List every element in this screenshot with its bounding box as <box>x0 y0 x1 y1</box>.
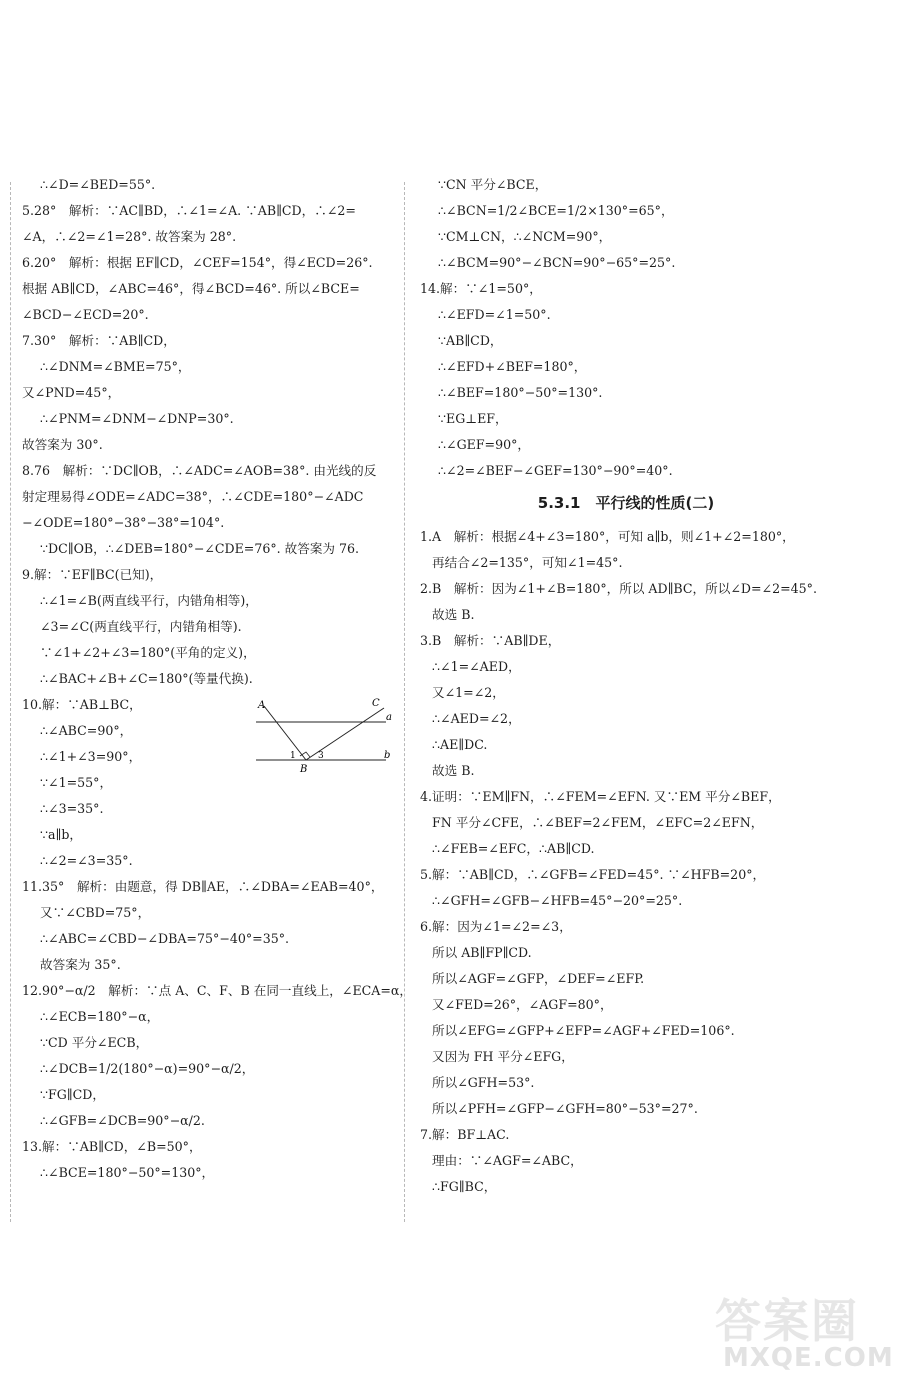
answer-line: ∴∠DCB=1/2(180°−α)=90°−α/2， <box>40 1061 255 1076</box>
answer-line: ∴∠2=∠BEF−∠GEF=130°−90°=40°. <box>438 463 673 478</box>
answer-line: ∴∠GEF=90°， <box>438 437 531 452</box>
left-column <box>22 172 413 1186</box>
label-angle-1: 1 <box>290 751 296 761</box>
answer-line: ∠BCD−∠ECD=20°. <box>22 307 149 322</box>
answer-line: 根据 AB∥CD，∠ABC=46°，得∠BCD=46°. 所以∠BCE= <box>22 281 360 296</box>
answer-line: 所以∠GFH=53°. <box>432 1075 535 1090</box>
answer-line: ∵CD 平分∠ECB， <box>40 1035 149 1050</box>
answer-line: 2.B 解析：因为∠1+∠B=180°，所以 AD∥BC，所以∠D=∠2=45°. <box>420 581 817 596</box>
answer-line: ∴∠EFD=∠1=50°. <box>438 307 551 322</box>
answer-line: ∴∠BEF=180°−50°=130°. <box>438 385 603 400</box>
answer-line: 射定理易得∠ODE=∠ADC=38°，∴∠CDE=180°−∠ADC <box>22 489 364 504</box>
answer-line: 1.A 解析：根据∠4+∠3=180°，可知 a∥b，则∠1+∠2=180°， <box>420 529 795 544</box>
answer-line: 5.28° 解析：∵AC∥BD，∴∠1=∠A. ∵AB∥CD，∴∠2= <box>22 203 356 218</box>
answer-line: ∴∠2=∠3=35°. <box>40 853 133 868</box>
answer-line: ∴∠1+∠3=90°， <box>40 749 142 764</box>
answer-line: ∴∠EFD+∠BEF=180°， <box>438 359 587 374</box>
column-divider <box>404 182 405 1222</box>
answer-line: 所以∠PFH=∠GFP−∠GFH=80°−53°=27°. <box>432 1101 698 1116</box>
answer-line: 4.证明：∵EM∥FN，∴∠FEM=∠EFN. 又∵EM 平分∠BEF， <box>420 789 781 804</box>
answer-line: ∴AE∥DC. <box>432 737 488 752</box>
answer-line: ∵AB∥CD， <box>438 333 503 348</box>
label-line-a: a <box>386 712 392 723</box>
answer-line: 6.解：因为∠1=∠2=∠3， <box>420 919 572 934</box>
answer-line: ∵DC∥OB，∴∠DEB=180°−∠CDE=76°. 故答案为 76. <box>40 541 360 556</box>
answer-line: 9.解：∵EF∥BC(已知)， <box>22 567 163 582</box>
answer-line: ∴∠AED=∠2， <box>432 711 521 726</box>
answer-line: 又∠PND=45°， <box>22 385 121 400</box>
left-margin-rule <box>10 182 11 1222</box>
answer-line: ∴∠GFB=∠DCB=90°−α/2. <box>40 1113 205 1128</box>
answer-line: ∴∠FEB=∠EFC，∴AB∥CD. <box>432 841 595 856</box>
answer-line: ∵EG⊥EF， <box>438 411 508 426</box>
watermark-logo: 答案圈 <box>715 1294 859 1348</box>
segment-ab <box>264 706 306 760</box>
answer-line: 理由：∵∠AGF=∠ABC， <box>432 1153 583 1168</box>
label-b-point: B <box>300 764 308 774</box>
answer-line: ∴∠BCE=180°−50°=130°， <box>40 1165 215 1180</box>
answer-line: 8.76 解析：∵DC∥OB，∴∠ADC=∠AOB=38°. 由光线的反 <box>22 463 377 478</box>
answer-line: 6.20° 解析：根据 EF∥CD，∠CEF=154°，得∠ECD=26°. <box>22 255 373 270</box>
answer-line: ∴∠PNM=∠DNM−∠DNP=30°. <box>40 411 234 426</box>
answer-line: 11.35° 解析：由题意，得 DB∥AE，∴∠DBA=∠EAB=40°， <box>22 879 384 894</box>
answer-line: ∴FG∥BC， <box>432 1179 497 1194</box>
label-line-b: b <box>384 750 391 761</box>
answer-line: ∴∠1=∠B(两直线平行，内错角相等)， <box>40 593 258 608</box>
answer-line: 故答案为 30°. <box>22 437 103 452</box>
answer-line: 再结合∠2=135°，可知∠1=45°. <box>432 555 623 570</box>
answer-line: 又∵∠CBD=75°， <box>40 905 151 920</box>
answer-line: ∴∠BCN=1/2∠BCE=1/2×130°=65°， <box>438 203 674 218</box>
answer-line: 5.解：∵AB∥CD，∴∠GFB=∠FED=45°. ∵∠HFB=20°， <box>420 867 766 882</box>
answer-line: ∠3=∠C(两直线平行，内错角相等). <box>40 619 242 634</box>
answer-line: ∵CN 平分∠BCE， <box>438 177 548 192</box>
answer-line: −∠ODE=180°−38°−38°=104°. <box>22 515 225 530</box>
answer-line: ∴∠BCM=90°−∠BCN=90°−65°=25°. <box>438 255 676 270</box>
answer-line: ∴∠DNM=∠BME=75°， <box>40 359 191 374</box>
answer-line: 12.90°−α/2 解析：∵点 A、C、F、B 在同一直线上，∠ECA=α， <box>22 983 413 998</box>
answer-line: 又∠FED=26°，∠AGF=80°， <box>432 997 613 1012</box>
label-angle-3: 3 <box>318 751 324 761</box>
answer-line: 故选 B. <box>432 763 475 778</box>
answer-line: ∵a∥b， <box>40 827 82 842</box>
section-title: 5.3.1 平行线的性质(二) <box>537 494 715 512</box>
answer-line: 所以∠AGF=∠GFP，∠DEF=∠EFP. <box>432 971 645 986</box>
answer-line: ∴∠ECB=180°−α， <box>40 1009 160 1024</box>
answer-line: ∴∠3=35°. <box>40 801 104 816</box>
answer-line: 故答案为 35°. <box>40 957 121 972</box>
answer-line: ∴∠1=∠AED， <box>432 659 521 674</box>
answer-line: FN 平分∠CFE，∴∠BEF=2∠FEM，∠EFC=2∠EFN， <box>432 815 764 830</box>
answer-line: ∵∠1=55°， <box>40 775 113 790</box>
answer-line: 所以 AB∥FP∥CD. <box>432 945 532 960</box>
right-column <box>420 172 817 1200</box>
parallel-lines-figure <box>254 698 394 774</box>
watermark-url: MXQE.COM <box>723 1343 894 1373</box>
answer-line: ∴∠ABC=90°， <box>40 723 133 738</box>
answer-line: ∵CM⊥CN，∴∠NCM=90°， <box>438 229 612 244</box>
answer-line: ∵∠1+∠2+∠3=180°(平角的定义)， <box>40 645 256 660</box>
answer-line: ∴∠GFH=∠GFB−∠HFB=45°−20°=25°. <box>432 893 683 908</box>
watermark <box>715 1285 895 1385</box>
answer-line: ∵FG∥CD， <box>40 1087 105 1102</box>
answer-line: ∠A，∴∠2=∠1=28°. 故答案为 28°. <box>22 229 237 244</box>
answer-line: 10.解：∵AB⊥BC， <box>22 697 142 712</box>
answer-line: 14.解：∵∠1=50°， <box>420 281 542 296</box>
answer-line: 所以∠EFG=∠GFP+∠EFP=∠AGF+∠FED=106°. <box>432 1023 735 1038</box>
answer-line: 故选 B. <box>432 607 475 622</box>
answer-line: 3.B 解析：∵AB∥DE， <box>420 633 561 648</box>
answer-line: 又因为 FH 平分∠EFG， <box>432 1049 574 1064</box>
answer-line: ∴∠ABC=∠CBD−∠DBA=75°−40°=35°. <box>40 931 290 946</box>
answer-line: ∴∠BAC+∠B+∠C=180°(等量代换). <box>40 671 253 686</box>
answer-line: 7.30° 解析：∵AB∥CD， <box>22 333 176 348</box>
answer-line: 7.解：BF⊥AC. <box>420 1127 510 1142</box>
answer-line: ∴∠D=∠BED=55°. <box>40 177 156 192</box>
answer-line: 13.解：∵AB∥CD，∠B=50°， <box>22 1139 202 1154</box>
label-c-point: C <box>372 698 380 709</box>
answer-line: 又∠1=∠2， <box>432 685 505 700</box>
label-a-point: A <box>258 700 266 711</box>
